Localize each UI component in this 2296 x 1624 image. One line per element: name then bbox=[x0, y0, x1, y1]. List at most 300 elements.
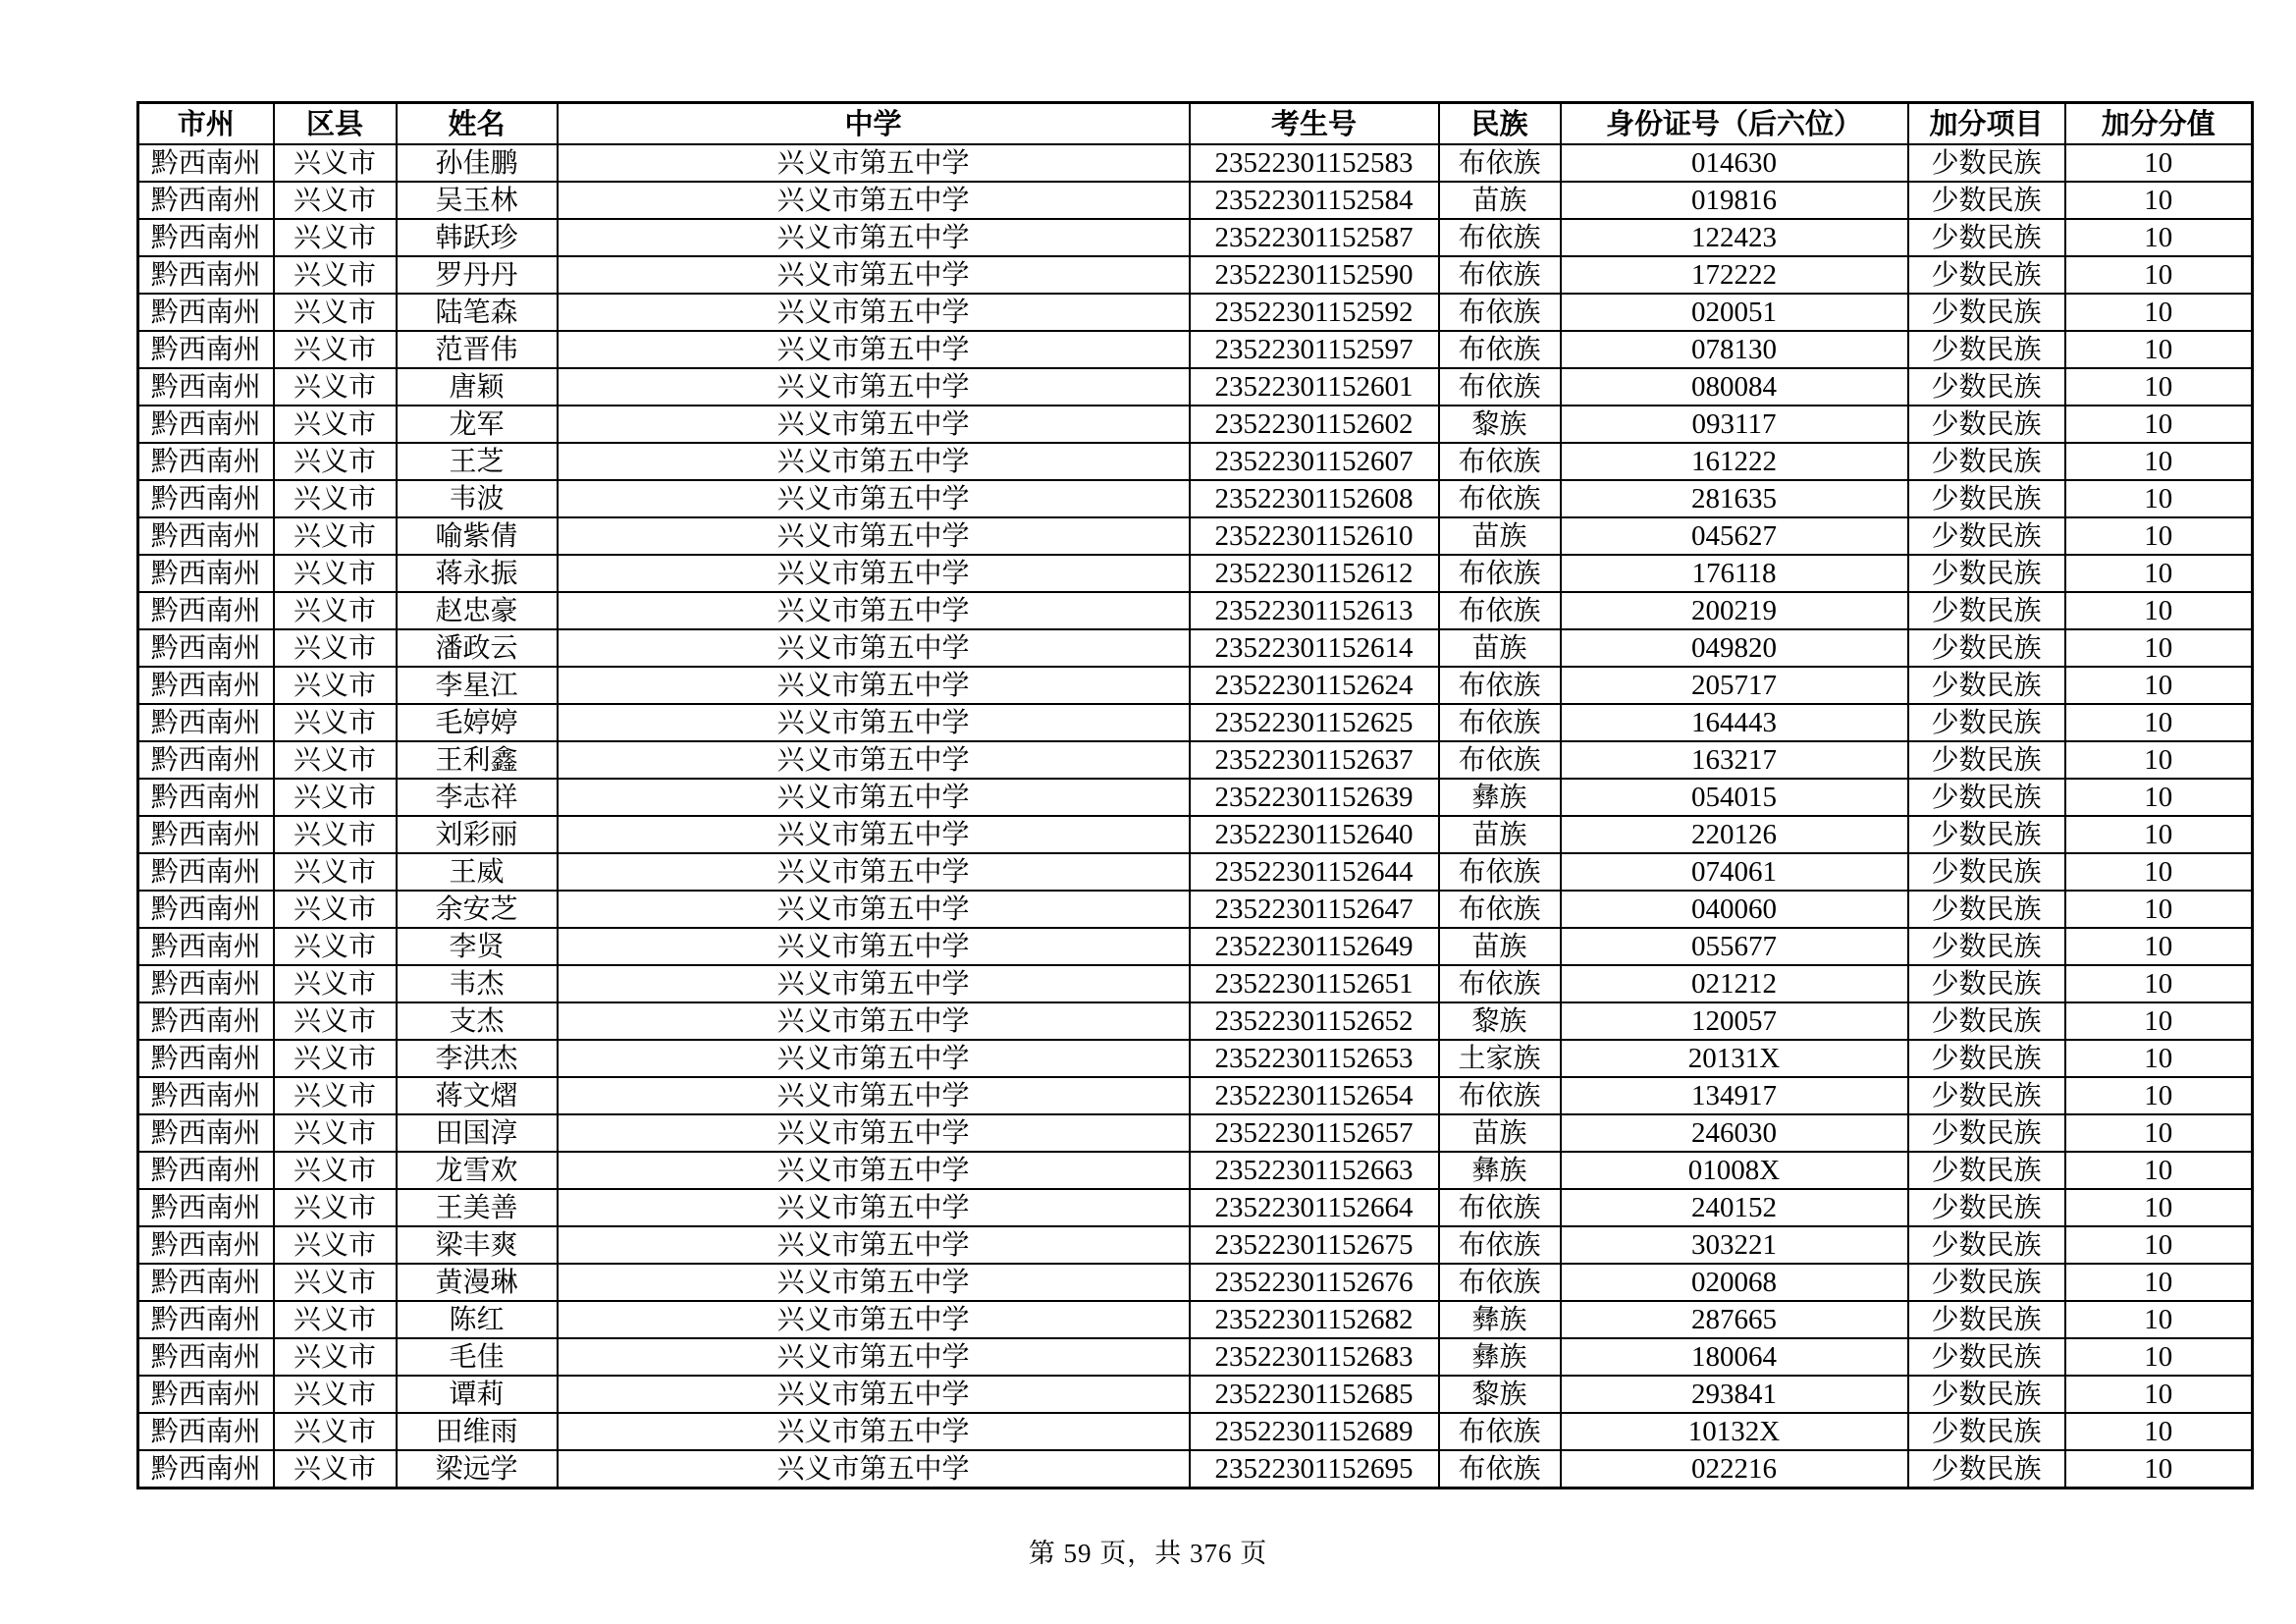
city-cell: 黔西南州 bbox=[138, 816, 274, 853]
name-cell: 罗丹丹 bbox=[397, 256, 558, 294]
ethnicity-cell: 布依族 bbox=[1439, 891, 1561, 928]
county-cell: 兴义市 bbox=[274, 816, 397, 853]
city-cell: 黔西南州 bbox=[138, 592, 274, 629]
school-cell: 兴义市第五中学 bbox=[558, 1450, 1190, 1489]
ethnicity-cell: 苗族 bbox=[1439, 182, 1561, 219]
school-cell: 兴义市第五中学 bbox=[558, 816, 1190, 853]
county-cell: 兴义市 bbox=[274, 182, 397, 219]
name-cell: 王芝 bbox=[397, 443, 558, 480]
bonus-score-cell: 10 bbox=[2065, 928, 2253, 965]
table-row bbox=[138, 294, 2253, 331]
name-cell: 支杰 bbox=[397, 1002, 558, 1040]
bonus-score-cell: 10 bbox=[2065, 294, 2253, 331]
ethnicity-cell: 布依族 bbox=[1439, 1264, 1561, 1301]
table-row bbox=[138, 1338, 2253, 1376]
candidate-number-cell: 23522301152614 bbox=[1190, 629, 1439, 667]
ethnicity-cell: 土家族 bbox=[1439, 1040, 1561, 1077]
bonus-score-cell: 10 bbox=[2065, 406, 2253, 443]
candidate-number-cell: 23522301152608 bbox=[1190, 480, 1439, 517]
county-cell: 兴义市 bbox=[274, 1413, 397, 1450]
bonus-item-cell: 少数民族 bbox=[1908, 816, 2065, 853]
bonus-score-cell: 10 bbox=[2065, 1226, 2253, 1264]
candidate-number-cell: 23522301152613 bbox=[1190, 592, 1439, 629]
ethnicity-cell: 布依族 bbox=[1439, 144, 1561, 182]
school-cell: 兴义市第五中学 bbox=[558, 592, 1190, 629]
bonus-score-cell: 10 bbox=[2065, 1301, 2253, 1338]
county-cell: 兴义市 bbox=[274, 592, 397, 629]
table-row bbox=[138, 704, 2253, 741]
bonus-item-cell: 少数民族 bbox=[1908, 517, 2065, 555]
header-bonus-score: 加分分值 bbox=[2065, 103, 2253, 145]
id-last-six-cell: 120057 bbox=[1561, 1002, 1908, 1040]
ethnicity-cell: 布依族 bbox=[1439, 294, 1561, 331]
ethnicity-cell: 彝族 bbox=[1439, 779, 1561, 816]
candidate-number-cell: 23522301152602 bbox=[1190, 406, 1439, 443]
bonus-score-cell: 10 bbox=[2065, 331, 2253, 368]
county-cell: 兴义市 bbox=[274, 443, 397, 480]
city-cell: 黔西南州 bbox=[138, 1450, 274, 1489]
county-cell: 兴义市 bbox=[274, 144, 397, 182]
table-row bbox=[138, 1450, 2253, 1489]
name-cell: 田国淳 bbox=[397, 1114, 558, 1152]
id-last-six-cell: 220126 bbox=[1561, 816, 1908, 853]
ethnicity-cell: 彝族 bbox=[1439, 1152, 1561, 1189]
bonus-item-cell: 少数民族 bbox=[1908, 1450, 2065, 1489]
candidate-number-cell: 23522301152683 bbox=[1190, 1338, 1439, 1376]
ethnicity-cell: 布依族 bbox=[1439, 704, 1561, 741]
city-cell: 黔西南州 bbox=[138, 331, 274, 368]
county-cell: 兴义市 bbox=[274, 1002, 397, 1040]
name-cell: 田维雨 bbox=[397, 1413, 558, 1450]
candidate-number-cell: 23522301152583 bbox=[1190, 144, 1439, 182]
bonus-item-cell: 少数民族 bbox=[1908, 1189, 2065, 1226]
school-cell: 兴义市第五中学 bbox=[558, 144, 1190, 182]
name-cell: 陆笔森 bbox=[397, 294, 558, 331]
ethnicity-cell: 黎族 bbox=[1439, 1376, 1561, 1413]
id-last-six-cell: 019816 bbox=[1561, 182, 1908, 219]
table-row bbox=[138, 1077, 2253, 1114]
county-cell: 兴义市 bbox=[274, 1189, 397, 1226]
city-cell: 黔西南州 bbox=[138, 182, 274, 219]
bonus-item-cell: 少数民族 bbox=[1908, 331, 2065, 368]
table-row bbox=[138, 1264, 2253, 1301]
bonus-item-cell: 少数民族 bbox=[1908, 629, 2065, 667]
name-cell: 谭莉 bbox=[397, 1376, 558, 1413]
header-ethnicity: 民族 bbox=[1439, 103, 1561, 145]
table-row bbox=[138, 965, 2253, 1002]
bonus-item-cell: 少数民族 bbox=[1908, 368, 2065, 406]
bonus-item-cell: 少数民族 bbox=[1908, 443, 2065, 480]
county-cell: 兴义市 bbox=[274, 480, 397, 517]
header-id-last-six: 身份证号（后六位） bbox=[1561, 103, 1908, 145]
city-cell: 黔西南州 bbox=[138, 443, 274, 480]
county-cell: 兴义市 bbox=[274, 219, 397, 256]
id-last-six-cell: 055677 bbox=[1561, 928, 1908, 965]
name-cell: 李志祥 bbox=[397, 779, 558, 816]
city-cell: 黔西南州 bbox=[138, 144, 274, 182]
school-cell: 兴义市第五中学 bbox=[558, 256, 1190, 294]
bonus-item-cell: 少数民族 bbox=[1908, 1114, 2065, 1152]
id-last-six-cell: 205717 bbox=[1561, 667, 1908, 704]
candidate-number-cell: 23522301152624 bbox=[1190, 667, 1439, 704]
candidate-number-cell: 23522301152584 bbox=[1190, 182, 1439, 219]
school-cell: 兴义市第五中学 bbox=[558, 1301, 1190, 1338]
id-last-six-cell: 01008X bbox=[1561, 1152, 1908, 1189]
bonus-item-cell: 少数民族 bbox=[1908, 741, 2065, 779]
bonus-score-cell: 10 bbox=[2065, 480, 2253, 517]
county-cell: 兴义市 bbox=[274, 891, 397, 928]
header-candidate-number: 考生号 bbox=[1190, 103, 1439, 145]
county-cell: 兴义市 bbox=[274, 1040, 397, 1077]
table-row bbox=[138, 1226, 2253, 1264]
name-cell: 王利鑫 bbox=[397, 741, 558, 779]
bonus-item-cell: 少数民族 bbox=[1908, 1264, 2065, 1301]
school-cell: 兴义市第五中学 bbox=[558, 480, 1190, 517]
table-row bbox=[138, 592, 2253, 629]
school-cell: 兴义市第五中学 bbox=[558, 667, 1190, 704]
candidate-number-cell: 23522301152612 bbox=[1190, 555, 1439, 592]
bonus-score-cell: 10 bbox=[2065, 965, 2253, 1002]
school-cell: 兴义市第五中学 bbox=[558, 1152, 1190, 1189]
table-row bbox=[138, 853, 2253, 891]
id-last-six-cell: 163217 bbox=[1561, 741, 1908, 779]
school-cell: 兴义市第五中学 bbox=[558, 182, 1190, 219]
header-city: 市州 bbox=[138, 103, 274, 145]
county-cell: 兴义市 bbox=[274, 1226, 397, 1264]
city-cell: 黔西南州 bbox=[138, 1338, 274, 1376]
bonus-item-cell: 少数民族 bbox=[1908, 779, 2065, 816]
bonus-score-cell: 10 bbox=[2065, 592, 2253, 629]
school-cell: 兴义市第五中学 bbox=[558, 517, 1190, 555]
table-row bbox=[138, 219, 2253, 256]
ethnicity-cell: 布依族 bbox=[1439, 1189, 1561, 1226]
table-row bbox=[138, 182, 2253, 219]
table-row bbox=[138, 667, 2253, 704]
city-cell: 黔西南州 bbox=[138, 853, 274, 891]
table-row bbox=[138, 891, 2253, 928]
ethnicity-cell: 布依族 bbox=[1439, 1077, 1561, 1114]
county-cell: 兴义市 bbox=[274, 1450, 397, 1489]
bonus-score-cell: 10 bbox=[2065, 1338, 2253, 1376]
bonus-score-cell: 10 bbox=[2065, 555, 2253, 592]
name-cell: 梁丰爽 bbox=[397, 1226, 558, 1264]
city-cell: 黔西南州 bbox=[138, 1264, 274, 1301]
score-bonus-table-container bbox=[136, 101, 2251, 1489]
school-cell: 兴义市第五中学 bbox=[558, 891, 1190, 928]
bonus-item-cell: 少数民族 bbox=[1908, 555, 2065, 592]
city-cell: 黔西南州 bbox=[138, 891, 274, 928]
table-row bbox=[138, 517, 2253, 555]
candidate-number-cell: 23522301152657 bbox=[1190, 1114, 1439, 1152]
id-last-six-cell: 287665 bbox=[1561, 1301, 1908, 1338]
name-cell: 毛佳 bbox=[397, 1338, 558, 1376]
school-cell: 兴义市第五中学 bbox=[558, 1114, 1190, 1152]
bonus-score-cell: 10 bbox=[2065, 853, 2253, 891]
city-cell: 黔西南州 bbox=[138, 1226, 274, 1264]
bonus-score-cell: 10 bbox=[2065, 1264, 2253, 1301]
city-cell: 黔西南州 bbox=[138, 1114, 274, 1152]
ethnicity-cell: 布依族 bbox=[1439, 1450, 1561, 1489]
candidate-number-cell: 23522301152601 bbox=[1190, 368, 1439, 406]
candidate-number-cell: 23522301152689 bbox=[1190, 1413, 1439, 1450]
name-cell: 李洪杰 bbox=[397, 1040, 558, 1077]
bonus-item-cell: 少数民族 bbox=[1908, 1376, 2065, 1413]
ethnicity-cell: 布依族 bbox=[1439, 667, 1561, 704]
candidate-number-cell: 23522301152597 bbox=[1190, 331, 1439, 368]
id-last-six-cell: 014630 bbox=[1561, 144, 1908, 182]
bonus-item-cell: 少数民族 bbox=[1908, 965, 2065, 1002]
school-cell: 兴义市第五中学 bbox=[558, 219, 1190, 256]
bonus-item-cell: 少数民族 bbox=[1908, 891, 2065, 928]
city-cell: 黔西南州 bbox=[138, 629, 274, 667]
table-body bbox=[138, 144, 2253, 1489]
id-last-six-cell: 161222 bbox=[1561, 443, 1908, 480]
table-row bbox=[138, 1152, 2253, 1189]
ethnicity-cell: 布依族 bbox=[1439, 443, 1561, 480]
bonus-score-cell: 10 bbox=[2065, 1040, 2253, 1077]
county-cell: 兴义市 bbox=[274, 741, 397, 779]
city-cell: 黔西南州 bbox=[138, 294, 274, 331]
county-cell: 兴义市 bbox=[274, 294, 397, 331]
name-cell: 唐颖 bbox=[397, 368, 558, 406]
county-cell: 兴义市 bbox=[274, 406, 397, 443]
candidate-number-cell: 23522301152647 bbox=[1190, 891, 1439, 928]
bonus-score-cell: 10 bbox=[2065, 741, 2253, 779]
candidate-number-cell: 23522301152640 bbox=[1190, 816, 1439, 853]
name-cell: 王美善 bbox=[397, 1189, 558, 1226]
ethnicity-cell: 布依族 bbox=[1439, 256, 1561, 294]
id-last-six-cell: 172222 bbox=[1561, 256, 1908, 294]
bonus-item-cell: 少数民族 bbox=[1908, 592, 2065, 629]
id-last-six-cell: 054015 bbox=[1561, 779, 1908, 816]
ethnicity-cell: 布依族 bbox=[1439, 1413, 1561, 1450]
ethnicity-cell: 黎族 bbox=[1439, 406, 1561, 443]
city-cell: 黔西南州 bbox=[138, 1376, 274, 1413]
ethnicity-cell: 布依族 bbox=[1439, 853, 1561, 891]
city-cell: 黔西南州 bbox=[138, 741, 274, 779]
name-cell: 赵忠豪 bbox=[397, 592, 558, 629]
bonus-item-cell: 少数民族 bbox=[1908, 853, 2065, 891]
bonus-score-cell: 10 bbox=[2065, 1152, 2253, 1189]
school-cell: 兴义市第五中学 bbox=[558, 1264, 1190, 1301]
bonus-item-cell: 少数民族 bbox=[1908, 1002, 2065, 1040]
id-last-six-cell: 093117 bbox=[1561, 406, 1908, 443]
school-cell: 兴义市第五中学 bbox=[558, 629, 1190, 667]
bonus-score-cell: 10 bbox=[2065, 816, 2253, 853]
id-last-six-cell: 022216 bbox=[1561, 1450, 1908, 1489]
school-cell: 兴义市第五中学 bbox=[558, 1413, 1190, 1450]
county-cell: 兴义市 bbox=[274, 368, 397, 406]
name-cell: 李星江 bbox=[397, 667, 558, 704]
ethnicity-cell: 苗族 bbox=[1439, 1114, 1561, 1152]
school-cell: 兴义市第五中学 bbox=[558, 1226, 1190, 1264]
city-cell: 黔西南州 bbox=[138, 517, 274, 555]
candidate-number-cell: 23522301152682 bbox=[1190, 1301, 1439, 1338]
bonus-score-cell: 10 bbox=[2065, 517, 2253, 555]
ethnicity-cell: 苗族 bbox=[1439, 517, 1561, 555]
table-row bbox=[138, 1040, 2253, 1077]
bonus-score-cell: 10 bbox=[2065, 1114, 2253, 1152]
name-cell: 王威 bbox=[397, 853, 558, 891]
school-cell: 兴义市第五中学 bbox=[558, 443, 1190, 480]
city-cell: 黔西南州 bbox=[138, 704, 274, 741]
county-cell: 兴义市 bbox=[274, 965, 397, 1002]
candidate-number-cell: 23522301152649 bbox=[1190, 928, 1439, 965]
bonus-score-cell: 10 bbox=[2065, 256, 2253, 294]
city-cell: 黔西南州 bbox=[138, 1301, 274, 1338]
id-last-six-cell: 049820 bbox=[1561, 629, 1908, 667]
bonus-item-cell: 少数民族 bbox=[1908, 704, 2065, 741]
id-last-six-cell: 045627 bbox=[1561, 517, 1908, 555]
bonus-item-cell: 少数民族 bbox=[1908, 182, 2065, 219]
school-cell: 兴义市第五中学 bbox=[558, 555, 1190, 592]
school-cell: 兴义市第五中学 bbox=[558, 965, 1190, 1002]
school-cell: 兴义市第五中学 bbox=[558, 294, 1190, 331]
bonus-item-cell: 少数民族 bbox=[1908, 219, 2065, 256]
ethnicity-cell: 布依族 bbox=[1439, 1226, 1561, 1264]
header-school: 中学 bbox=[558, 103, 1190, 145]
city-cell: 黔西南州 bbox=[138, 1077, 274, 1114]
bonus-item-cell: 少数民族 bbox=[1908, 256, 2065, 294]
county-cell: 兴义市 bbox=[274, 928, 397, 965]
candidate-number-cell: 23522301152675 bbox=[1190, 1226, 1439, 1264]
school-cell: 兴义市第五中学 bbox=[558, 368, 1190, 406]
county-cell: 兴义市 bbox=[274, 667, 397, 704]
ethnicity-cell: 布依族 bbox=[1439, 592, 1561, 629]
id-last-six-cell: 020068 bbox=[1561, 1264, 1908, 1301]
school-cell: 兴义市第五中学 bbox=[558, 853, 1190, 891]
school-cell: 兴义市第五中学 bbox=[558, 741, 1190, 779]
page-number-footer: 第 59 页，共 376 页 bbox=[1028, 1539, 1268, 1568]
id-last-six-cell: 021212 bbox=[1561, 965, 1908, 1002]
candidate-number-cell: 23522301152652 bbox=[1190, 1002, 1439, 1040]
city-cell: 黔西南州 bbox=[138, 1152, 274, 1189]
name-cell: 喻紫倩 bbox=[397, 517, 558, 555]
county-cell: 兴义市 bbox=[274, 1301, 397, 1338]
table-row bbox=[138, 256, 2253, 294]
table-row bbox=[138, 331, 2253, 368]
candidate-number-cell: 23522301152654 bbox=[1190, 1077, 1439, 1114]
school-cell: 兴义市第五中学 bbox=[558, 1077, 1190, 1114]
ethnicity-cell: 布依族 bbox=[1439, 219, 1561, 256]
city-cell: 黔西南州 bbox=[138, 368, 274, 406]
bonus-score-cell: 10 bbox=[2065, 779, 2253, 816]
name-cell: 李贤 bbox=[397, 928, 558, 965]
table-row bbox=[138, 816, 2253, 853]
school-cell: 兴义市第五中学 bbox=[558, 331, 1190, 368]
table-row bbox=[138, 1189, 2253, 1226]
ethnicity-cell: 布依族 bbox=[1439, 331, 1561, 368]
candidate-number-cell: 23522301152637 bbox=[1190, 741, 1439, 779]
id-last-six-cell: 20131X bbox=[1561, 1040, 1908, 1077]
id-last-six-cell: 10132X bbox=[1561, 1413, 1908, 1450]
name-cell: 范晋伟 bbox=[397, 331, 558, 368]
id-last-six-cell: 078130 bbox=[1561, 331, 1908, 368]
bonus-score-cell: 10 bbox=[2065, 219, 2253, 256]
id-last-six-cell: 176118 bbox=[1561, 555, 1908, 592]
table-row bbox=[138, 1413, 2253, 1450]
id-last-six-cell: 080084 bbox=[1561, 368, 1908, 406]
table-row bbox=[138, 1002, 2253, 1040]
bonus-item-cell: 少数民族 bbox=[1908, 406, 2065, 443]
candidate-number-cell: 23522301152587 bbox=[1190, 219, 1439, 256]
candidate-number-cell: 23522301152644 bbox=[1190, 853, 1439, 891]
bonus-item-cell: 少数民族 bbox=[1908, 144, 2065, 182]
bonus-score-cell: 10 bbox=[2065, 891, 2253, 928]
ethnicity-cell: 苗族 bbox=[1439, 928, 1561, 965]
table-row bbox=[138, 406, 2253, 443]
name-cell: 刘彩丽 bbox=[397, 816, 558, 853]
name-cell: 龙军 bbox=[397, 406, 558, 443]
name-cell: 陈红 bbox=[397, 1301, 558, 1338]
id-last-six-cell: 240152 bbox=[1561, 1189, 1908, 1226]
ethnicity-cell: 布依族 bbox=[1439, 480, 1561, 517]
school-cell: 兴义市第五中学 bbox=[558, 1376, 1190, 1413]
name-cell: 孙佳鹏 bbox=[397, 144, 558, 182]
bonus-score-cell: 10 bbox=[2065, 1413, 2253, 1450]
name-cell: 潘政云 bbox=[397, 629, 558, 667]
candidate-number-cell: 23522301152664 bbox=[1190, 1189, 1439, 1226]
county-cell: 兴义市 bbox=[274, 331, 397, 368]
city-cell: 黔西南州 bbox=[138, 1040, 274, 1077]
ethnicity-cell: 苗族 bbox=[1439, 816, 1561, 853]
bonus-item-cell: 少数民族 bbox=[1908, 1152, 2065, 1189]
table-row bbox=[138, 928, 2253, 965]
city-cell: 黔西南州 bbox=[138, 667, 274, 704]
bonus-score-cell: 10 bbox=[2065, 1450, 2253, 1489]
header-bonus-item: 加分项目 bbox=[1908, 103, 2065, 145]
school-cell: 兴义市第五中学 bbox=[558, 779, 1190, 816]
id-last-six-cell: 074061 bbox=[1561, 853, 1908, 891]
county-cell: 兴义市 bbox=[274, 779, 397, 816]
candidate-number-cell: 23522301152651 bbox=[1190, 965, 1439, 1002]
city-cell: 黔西南州 bbox=[138, 480, 274, 517]
county-cell: 兴义市 bbox=[274, 1338, 397, 1376]
city-cell: 黔西南州 bbox=[138, 928, 274, 965]
bonus-score-cell: 10 bbox=[2065, 368, 2253, 406]
candidate-number-cell: 23522301152607 bbox=[1190, 443, 1439, 480]
id-last-six-cell: 303221 bbox=[1561, 1226, 1908, 1264]
name-cell: 蒋文熠 bbox=[397, 1077, 558, 1114]
table-row bbox=[138, 779, 2253, 816]
name-cell: 余安芝 bbox=[397, 891, 558, 928]
table-row bbox=[138, 443, 2253, 480]
candidate-number-cell: 23522301152590 bbox=[1190, 256, 1439, 294]
county-cell: 兴义市 bbox=[274, 517, 397, 555]
bonus-score-cell: 10 bbox=[2065, 629, 2253, 667]
candidate-number-cell: 23522301152639 bbox=[1190, 779, 1439, 816]
name-cell: 蒋永振 bbox=[397, 555, 558, 592]
bonus-item-cell: 少数民族 bbox=[1908, 1077, 2065, 1114]
table-row bbox=[138, 741, 2253, 779]
name-cell: 黄漫琳 bbox=[397, 1264, 558, 1301]
city-cell: 黔西南州 bbox=[138, 256, 274, 294]
header-name: 姓名 bbox=[397, 103, 558, 145]
city-cell: 黔西南州 bbox=[138, 219, 274, 256]
table-row bbox=[138, 1376, 2253, 1413]
bonus-item-cell: 少数民族 bbox=[1908, 1338, 2065, 1376]
county-cell: 兴义市 bbox=[274, 629, 397, 667]
table-row bbox=[138, 368, 2253, 406]
ethnicity-cell: 彝族 bbox=[1439, 1338, 1561, 1376]
county-cell: 兴义市 bbox=[274, 555, 397, 592]
school-cell: 兴义市第五中学 bbox=[558, 1189, 1190, 1226]
bonus-item-cell: 少数民族 bbox=[1908, 667, 2065, 704]
id-last-six-cell: 281635 bbox=[1561, 480, 1908, 517]
bonus-score-cell: 10 bbox=[2065, 1189, 2253, 1226]
county-cell: 兴义市 bbox=[274, 704, 397, 741]
id-last-six-cell: 040060 bbox=[1561, 891, 1908, 928]
